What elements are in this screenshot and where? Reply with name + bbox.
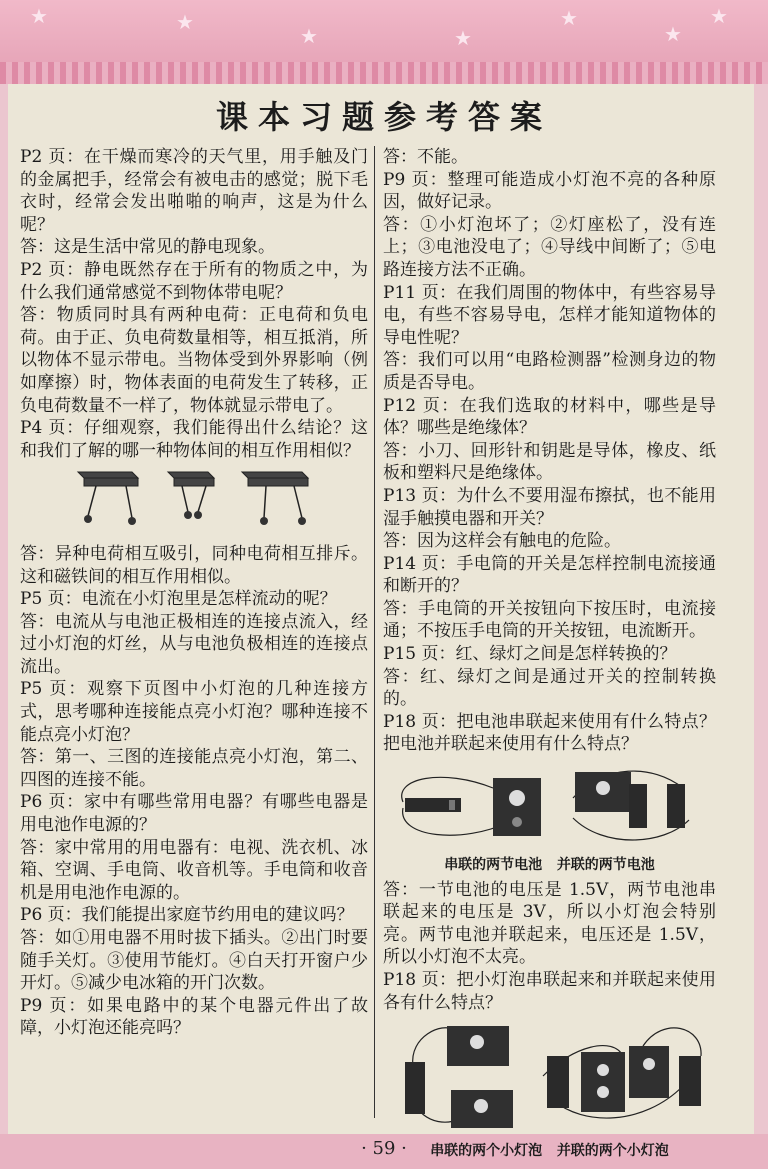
question-paragraph: P2 页：静电既然存在于所有的物质之中，为什么我们通常感觉不到物体带电呢？ [20,259,368,303]
star-decoration: ★ [454,26,472,50]
question-paragraph: P2 页：在干燥而寒冷的天气里，用手触及门的金属把手，经常会有被电击的感觉；脱下毛衣时，经常会发出啪啪的响声，这是为什么呢？ [20,147,368,235]
answer-paragraph: 答：第一、三图的连接能点亮小灯泡，第二、四图的连接不能。 [20,747,368,790]
answer-paragraph: 答：一节电池的电压是 1.5V，两节电池串联起来的电压是 3V，所以小灯泡会特别亮。两节电池并联起来，电压还是 1.5V，所以小灯泡不太亮。 [383,879,716,968]
question-paragraph: P9 页：整理可能造成小灯泡不亮的各种原因，做好记录。 [383,169,716,213]
answer-paragraph: 答：家中常用的用电器有：电视、洗衣机、冰箱、空调、手电筒、收音机等。手电筒和收音机是用电池作电源的。 [20,837,368,903]
figure-caption: 串联的两节电池 并联的两节电池 [444,856,655,873]
top-banner [0,0,768,62]
question-paragraph: P11 页：在我们周围的物体中，有些容易导电，有些不容易导电，怎样才能知道物体的导电性呢？ [383,282,716,348]
question-paragraph: P12 页：在我们选取的材料中，哪些是导体？哪些是绝缘体？ [383,395,716,439]
question-paragraph: P18 页：把小灯泡串联起来和并联起来使用各有什么特点？ [383,970,716,1013]
answer-paragraph: 答：小刀、回形针和钥匙是导体，橡皮、纸板和塑料尺是绝缘体。 [383,440,716,484]
answer-paragraph: 答：红、绿灯之间是通过开关的控制转换的。 [383,666,716,710]
column-divider [374,146,375,1118]
answer-paragraph: 答：物质同时具有两种电荷：正电荷和负电荷。由于正、负电荷数量相等，相互抵消，所以物体不显示带电。当物体受到外界影响（例如摩擦）时，物体表面的电荷发生了转移，正负电荷数量不一样了，物体就显示带电了。 [20,305,368,416]
star-decoration: ★ [30,4,48,28]
answer-paragraph: 答：①小灯泡坏了；②灯座松了，没有连上；③电池没电了；④导线中间断了；⑤电路连接方法不正确。 [383,214,716,280]
question-paragraph: P9 页：如果电路中的某个电器元件出了故障，小灯泡还能亮吗？ [20,995,368,1039]
figure-caption: 串联的两个小灯泡 并联的两个小灯泡 [430,1142,669,1159]
question-paragraph: P6 页：家中有哪些常用电器？有哪些电器是用电池作电源的？ [20,792,368,836]
question-paragraph: P15 页：红、绿灯之间是怎样转换的？ [383,644,677,665]
left-column [20,146,368,1040]
question-paragraph: P18 页：把电池串联起来使用有什么特点？把电池并联起来使用有什么特点？ [383,711,716,755]
answer-paragraph: 答：如①用电器不用时拔下插头。②出门时要随手关灯。③使用节能灯。④白天打开窗户少开灯。⑤减少电冰箱的开门次数。 [20,928,368,994]
page-title: 课本习题参考答案 [215,98,552,136]
right-column [383,146,716,1165]
question-paragraph: P14 页：手电筒的开关是怎样控制电流接通和断开的？ [383,553,716,597]
answer-paragraph: 答：电流从与电池正极相连的连接点流入，经过小灯泡的灯丝，从与电池负极相连的连接点流出。 [20,611,368,677]
answer-paragraph: 答：这是生活中常见的静电现象。 [20,237,275,258]
question-paragraph: P4 页：仔细观察，我们能得出什么结论？这和我们了解的哪一种物体间的相互作用相似？ [20,418,368,461]
question-paragraph: P6 页：我们能提出家庭节约用电的建议吗？ [20,905,354,926]
question-paragraph: P13 页：为什么不要用湿布擦拭，也不能用湿手触摸电器和开关？ [383,485,716,529]
question-paragraph: P5 页：观察下页图中小灯泡的几种连接方式，思考哪种连接能点亮小灯泡？哪种连接不能点亮小灯泡？ [20,679,368,745]
star-decoration: ★ [710,4,728,28]
answer-paragraph: 答：手电筒的开关按钮向下按压时，电流接通；不按压手电筒的开关按钮，电流断开。 [383,598,716,642]
star-decoration: ★ [664,22,682,46]
answer-paragraph: 答：因为这样会有触电的危险。 [383,531,621,552]
answer-paragraph: 答：我们可以用“电路检测器”检测身边的物质是否导电。 [383,350,716,393]
star-decoration: ★ [560,6,578,30]
page-number: · 59 · [361,1138,407,1159]
charged-rods-figure [20,464,368,539]
question-paragraph: P5 页：电流在小灯泡里是怎样流动的呢？ [20,589,337,610]
answer-paragraph: 答：不能。 [383,147,468,167]
star-decoration: ★ [300,24,318,48]
battery-circuits-figure [383,758,716,875]
answer-paragraph: 答：异种电荷相互吸引，同种电荷相互排斥。这和磁铁间的相互作用相似。 [20,543,368,587]
decorative-band [0,62,768,84]
star-decoration: ★ [176,10,194,34]
